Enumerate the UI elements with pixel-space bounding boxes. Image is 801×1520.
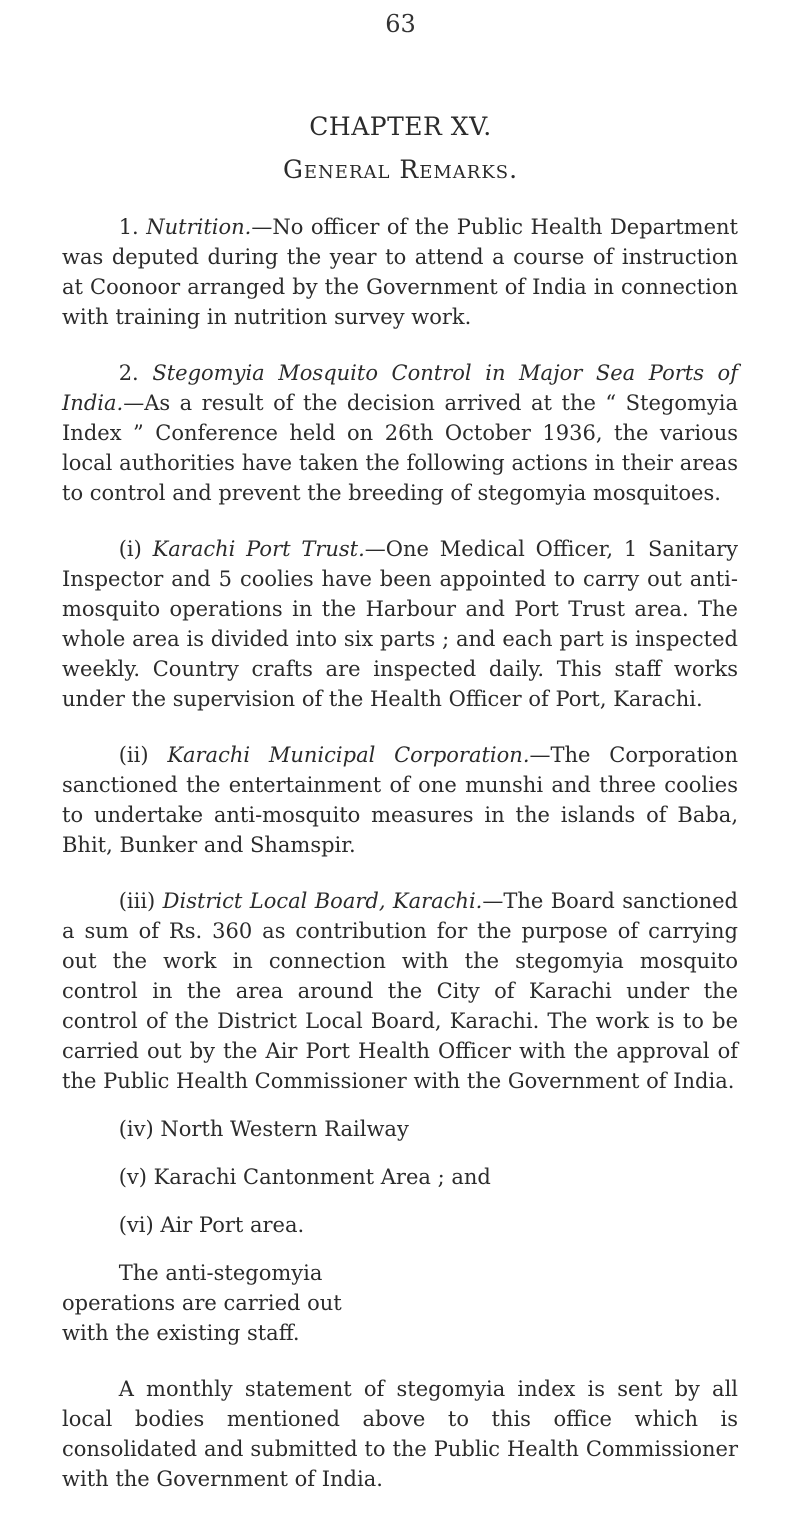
- item-text: —The Corporation sanctioned the entertainment of one munshi and three coolies to undertake anti-mosquito measures in the islands of Baba, Bhit, Bunker and Shamspir.: [62, 743, 738, 857]
- body-text: [62, 212, 738, 1520]
- item-karachi-port-trust: [62, 534, 738, 714]
- list-item-air-port-area: (vi) Air Port area.: [118, 1213, 305, 1237]
- final-paragraph: A monthly statement of stegomyia index is sent by all local bodies mentioned above to this office which is consolidated and submitted to the Public Health Commissioner with the Government of India.: [62, 1377, 738, 1491]
- anti-stegomyia-note: The anti-stegomyia operations are carried out with the existing staff.: [62, 1261, 342, 1345]
- paragraph-text: —As a result of the decision arrived at the “ Stegomyia Index ” Conference held on 26th October 1936, the various local authorities have taken the following actions in their areas to control and prevent the breeding of stegomyia mosquitoes.: [62, 391, 738, 505]
- paragraph-stegomyia: [62, 358, 738, 508]
- item-number: (ii): [118, 743, 149, 767]
- item-district-local-board: [62, 886, 738, 1096]
- paragraph-text: —No officer of the Public Health Department was deputed during the year to attend a course of instruction at Coonoor arranged by the Government of India in connection with training in nutrition survey work.: [62, 215, 738, 329]
- page-number: 63: [385, 10, 416, 38]
- paragraph-nutrition: [62, 212, 738, 332]
- item-karachi-municipal-corporation: [62, 740, 738, 860]
- item-heading: Karachi Port Trust.: [152, 537, 365, 561]
- item-heading: District Local Board, Karachi.: [162, 889, 483, 913]
- item-text: —One Medical Officer, 1 Sanitary Inspector and 5 coolies have been appointed to carry out anti-mosquito operations in the Harbour and Port Trust area. The whole area is divided into six parts ; and each part is inspected weekly. Country crafts are inspected daily. This staff works under the supervision of the Health Officer of Port, Karachi.: [62, 537, 738, 711]
- paragraph-number: 2.: [118, 361, 139, 385]
- list-item-north-western-railway: (iv) North Western Railway: [118, 1117, 409, 1141]
- list-item-karachi-cantonment: (v) Karachi Cantonment Area ; and: [118, 1165, 491, 1189]
- item-text: —The Board sanctioned a sum of Rs. 360 as contribution for the purpose of carrying out the work in connection with the stegomyia mosquito control in the area around the City of Karachi under the control of the District Local Board, Karachi. The work is to be carried out by the Air Port Health Officer with the approval of the Public Health Commissioner with the Government of India.: [62, 889, 738, 1093]
- paragraph-number: 1.: [118, 215, 139, 239]
- section-title: General Remarks.: [282, 155, 519, 184]
- paragraph-heading: Nutrition.: [146, 215, 252, 239]
- item-heading: Karachi Municipal Corporation.: [167, 743, 530, 767]
- item-number: (i): [118, 537, 142, 561]
- paragraph-heading: Stegomyia Mosquito Control in Major Sea Ports of India.: [62, 361, 738, 415]
- item-number: (iii): [118, 889, 156, 913]
- chapter-heading: CHAPTER XV.: [309, 112, 492, 141]
